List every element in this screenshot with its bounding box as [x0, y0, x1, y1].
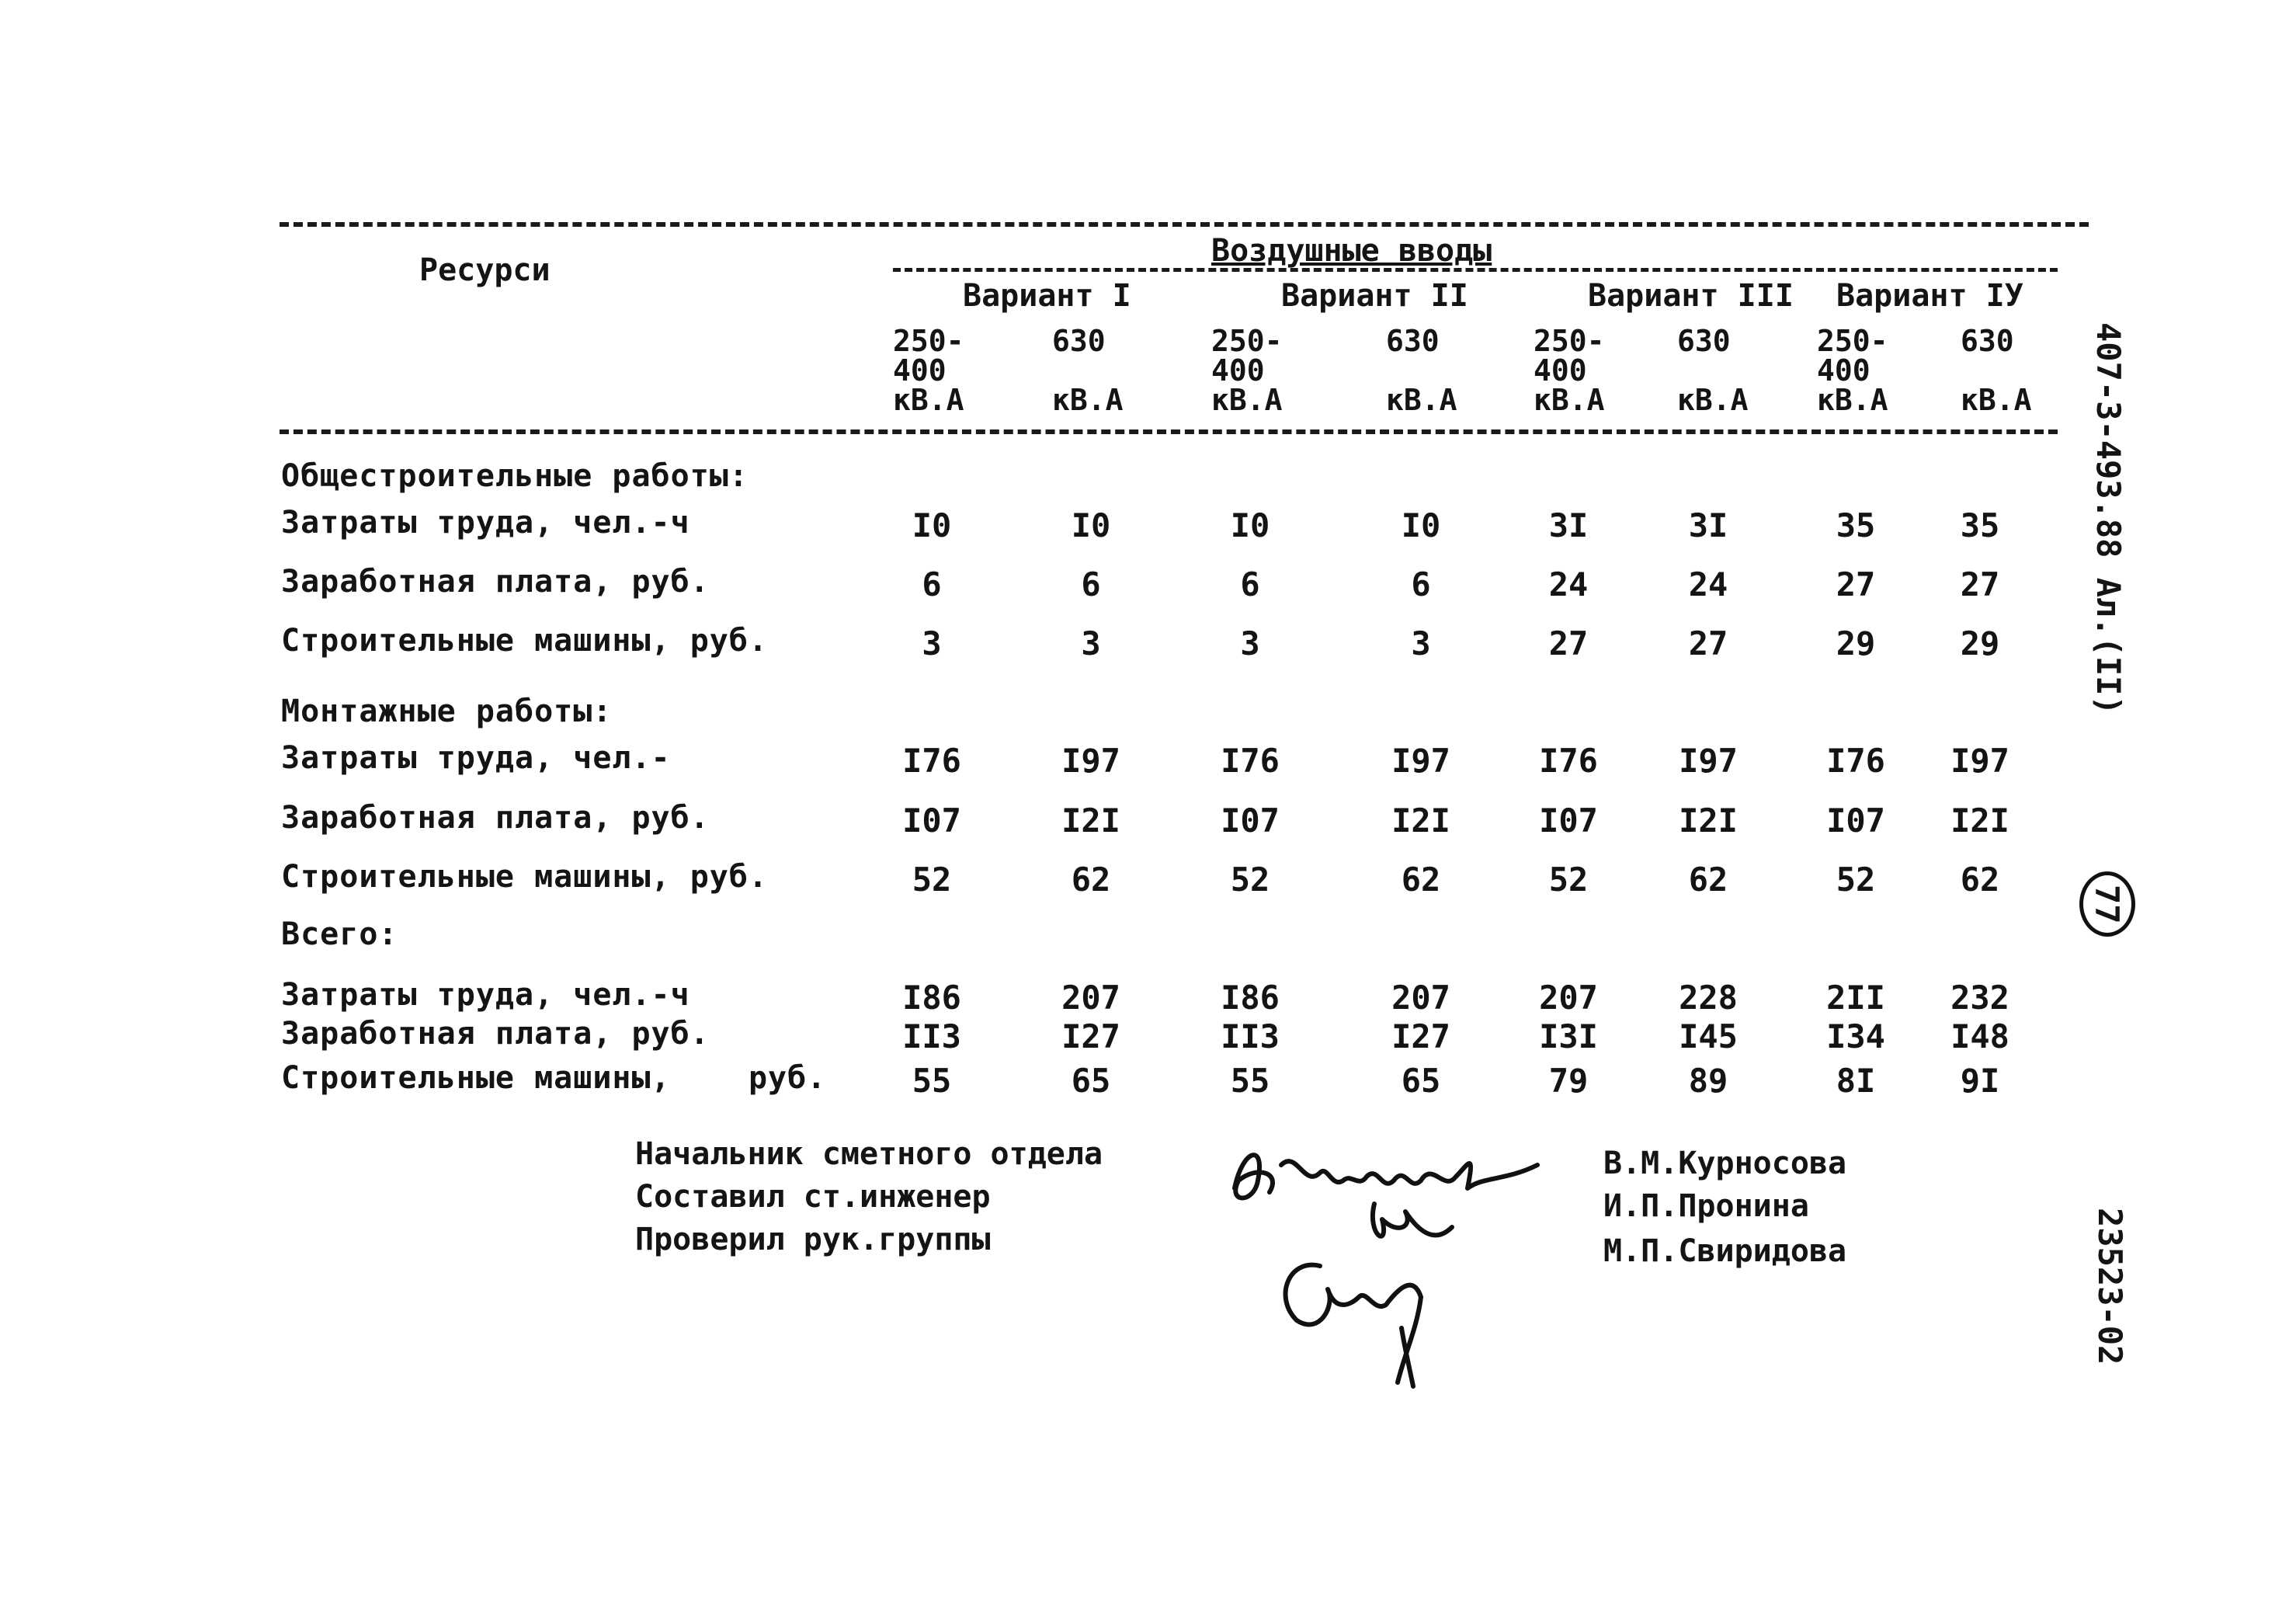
resources-header: Ресурси: [419, 252, 551, 288]
row-label: Заработная плата, руб.: [281, 1016, 710, 1052]
table-cell: 3: [1411, 624, 1431, 662]
table-cell: 35: [1836, 506, 1876, 544]
inventory-number: 23523-02: [2091, 1208, 2129, 1365]
table-cell: I2I: [1391, 802, 1450, 840]
table-cell: 27: [1836, 565, 1876, 603]
table-cell: 29: [1836, 624, 1876, 662]
row-label: Строительные машины, руб.: [281, 859, 769, 895]
section-title: Монтажные работы:: [281, 694, 613, 729]
variant-4-header: Вариант IУ: [1836, 278, 2023, 314]
row-label: Затраты труда, чел.-ч: [281, 505, 690, 541]
signatures: [1211, 1118, 1584, 1398]
row-label: Заработная плата, руб.: [281, 564, 710, 600]
table-cell: I07: [1221, 802, 1280, 840]
table-cell: 65: [1401, 1062, 1441, 1100]
row-label: Строительные машины, руб.: [281, 623, 769, 659]
table-cell: 207: [1539, 979, 1598, 1017]
table-cell: 9I: [1960, 1062, 2000, 1100]
col-2-unit: 630 кВ.А: [1052, 324, 1124, 417]
table-cell: 2II: [1826, 979, 1885, 1017]
col-3-unit: 250- 400 кВ.А: [1211, 324, 1283, 417]
table-cell: I0: [1071, 506, 1111, 544]
table-cell: 55: [912, 1062, 952, 1100]
doc-code: 407-3-493.88 Ал.(II): [2089, 322, 2128, 715]
table-cell: I48: [1950, 1017, 2009, 1055]
table-cell: II3: [1221, 1017, 1280, 1055]
table-cell: 35: [1960, 506, 2000, 544]
table-cell: I97: [1950, 742, 2009, 780]
table-cell: 27: [1960, 565, 2000, 603]
group-header: Воздушные вводы: [1211, 233, 1492, 269]
table-cell: 3: [1081, 624, 1101, 662]
top-rule: [280, 222, 2089, 227]
table-cell: I27: [1391, 1017, 1450, 1055]
table-cell: 6: [1240, 565, 1260, 603]
table-cell: 207: [1061, 979, 1120, 1017]
table-cell: 62: [1401, 861, 1441, 899]
table-cell: I07: [902, 802, 961, 840]
table-cell: I0: [912, 506, 952, 544]
table-cell: 52: [912, 861, 952, 899]
table-cell: 228: [1679, 979, 1738, 1017]
col-4-unit: 630 кВ.А: [1386, 324, 1457, 417]
col-6-unit: 630 кВ.А: [1677, 324, 1749, 417]
variant-2-header: Вариант II: [1281, 278, 1468, 314]
signature-compiler: [1373, 1204, 1452, 1236]
table-cell: 3: [1240, 624, 1260, 662]
table-cell: 24: [1548, 565, 1589, 603]
table-cell: 62: [1688, 861, 1728, 899]
table-cell: I0: [1230, 506, 1270, 544]
table-cell: 232: [1950, 979, 2009, 1017]
table-cell: 6: [1081, 565, 1101, 603]
col-1-unit: 250- 400 кВ.А: [893, 324, 964, 417]
row-label: Строительные машины, руб.: [281, 1060, 827, 1096]
table-cell: I86: [1221, 979, 1280, 1017]
table-cell: I2I: [1679, 802, 1738, 840]
table-cell: 79: [1548, 1062, 1589, 1100]
table-cell: 24: [1688, 565, 1728, 603]
row-label: Заработная плата, руб.: [281, 800, 710, 836]
col-7-unit: 250- 400 кВ.А: [1817, 324, 1888, 417]
table-cell: 89: [1688, 1062, 1728, 1100]
table-cell: 52: [1836, 861, 1876, 899]
table-cell: I97: [1061, 742, 1120, 780]
table-cell: 6: [1411, 565, 1431, 603]
name-chief: В.М.Курносова: [1603, 1146, 1847, 1181]
table-cell: 52: [1548, 861, 1589, 899]
table-cell: 3I: [1548, 506, 1589, 544]
col-5-unit: 250- 400 кВ.А: [1534, 324, 1605, 417]
table-cell: 207: [1391, 979, 1450, 1017]
row-label: Затраты труда, чел.-: [281, 740, 671, 776]
table-cell: 8I: [1836, 1062, 1876, 1100]
table-cell: I34: [1826, 1017, 1885, 1055]
variant-3-header: Вариант III: [1588, 278, 1794, 314]
table-cell: 62: [1960, 861, 2000, 899]
table-cell: I2I: [1061, 802, 1120, 840]
signature-checker: [1286, 1265, 1421, 1386]
table-cell: I76: [1539, 742, 1598, 780]
table-cell: 55: [1230, 1062, 1270, 1100]
signature-chief: [1235, 1155, 1537, 1198]
name-compiler: И.П.Пронина: [1603, 1188, 1809, 1224]
table-cell: 65: [1071, 1062, 1111, 1100]
table-cell: I76: [1221, 742, 1280, 780]
row-label: Затраты труда, чел.-ч: [281, 977, 690, 1013]
table-cell: II3: [902, 1017, 961, 1055]
table-cell: I3I: [1539, 1017, 1598, 1055]
table-cell: 6: [922, 565, 942, 603]
table-cell: 62: [1071, 861, 1111, 899]
role-checker: Проверил рук.группы: [635, 1222, 991, 1257]
table-cell: 3I: [1688, 506, 1728, 544]
section-title: Общестроительные работы:: [281, 458, 749, 494]
role-chief: Начальник сметного отдела: [635, 1136, 1103, 1172]
table-cell: I76: [1826, 742, 1885, 780]
page-number: 77: [2088, 885, 2126, 924]
table-cell: I97: [1679, 742, 1738, 780]
table-cell: 29: [1960, 624, 2000, 662]
table-cell: 3: [922, 624, 942, 662]
col-8-unit: 630 кВ.А: [1961, 324, 2032, 417]
table-cell: I0: [1401, 506, 1441, 544]
table-cell: I2I: [1950, 802, 2009, 840]
table-cell: I97: [1391, 742, 1450, 780]
table-cell: I27: [1061, 1017, 1120, 1055]
table-cell: 27: [1688, 624, 1728, 662]
table-cell: I07: [1826, 802, 1885, 840]
table-cell: 52: [1230, 861, 1270, 899]
role-compiler: Составил ст.инженер: [635, 1179, 991, 1215]
header-bottom-rule: [280, 429, 2058, 434]
table-cell: I86: [902, 979, 961, 1017]
section-title: Всего:: [281, 916, 398, 952]
table-cell: 27: [1548, 624, 1589, 662]
table-cell: I45: [1679, 1017, 1738, 1055]
page-number-badge: [2079, 871, 2135, 937]
table-cell: I76: [902, 742, 961, 780]
name-checker: М.П.Свиридова: [1603, 1233, 1847, 1269]
table-cell: I07: [1539, 802, 1598, 840]
variant-1-header: Вариант I: [963, 278, 1131, 314]
